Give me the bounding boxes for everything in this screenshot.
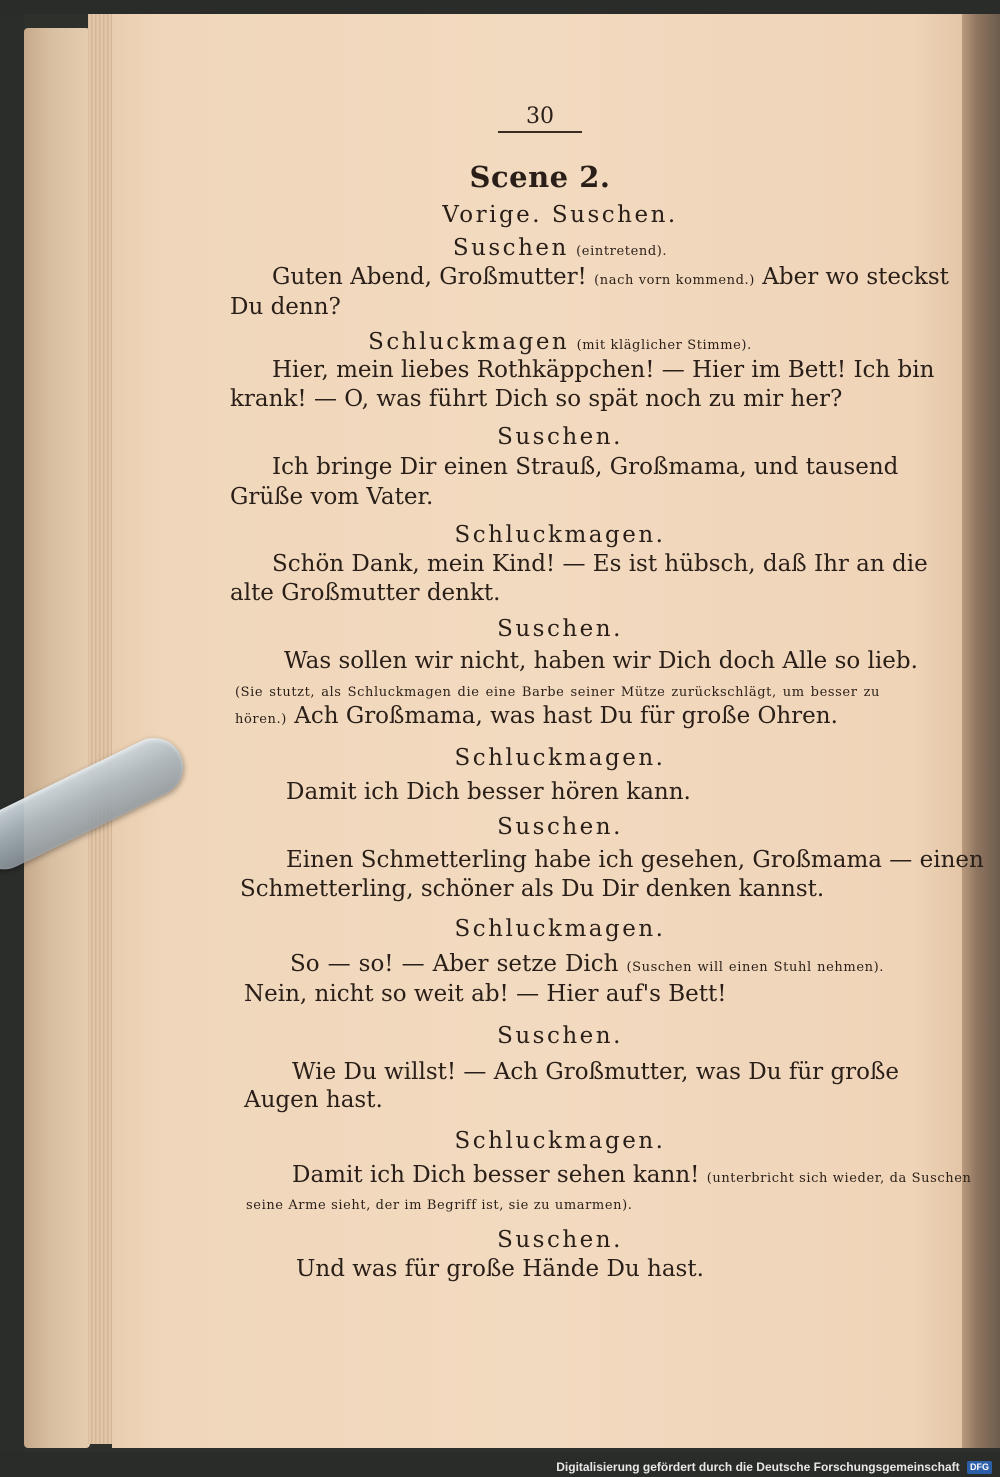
dialogue-line — [272, 262, 949, 296]
dialogue-text: Nein, nicht so weit ab! — Hier auf's Bett! — [244, 981, 727, 1007]
dialogue-text: So — so! — Aber setze Dich — [290, 951, 619, 977]
dialogue-line — [286, 777, 946, 807]
digitization-credit — [0, 1458, 1000, 1477]
speaker-line — [230, 1021, 890, 1051]
dialogue-text: Du denn? — [230, 294, 341, 320]
dialogue-text: Hier, mein liebes Rothkäppchen! — Hier im Bett! Ich bin — [272, 357, 935, 383]
speaker-name: Suschen. — [497, 1227, 623, 1253]
speaker-line — [230, 1225, 890, 1255]
speaker-name: Schluckmagen. — [454, 916, 666, 942]
speaker-line — [230, 743, 890, 773]
stage-direction: (unterbricht sich wieder, da Suschen — [706, 1171, 972, 1186]
dialogue-text: Ach Großmama, was hast Du für große Ohren. — [294, 703, 838, 729]
dialogue-line — [272, 549, 928, 579]
speaker-name: Schluckmagen. — [454, 522, 666, 548]
speaker-line — [230, 422, 890, 452]
dialogue-text: Damit ich Dich besser hören kann. — [286, 779, 691, 805]
dialogue-text: Grüße vom Vater. — [230, 484, 434, 510]
page-number-rule — [498, 131, 582, 133]
dialogue-line — [292, 1057, 899, 1087]
dialogue-text: Guten Abend, Großmutter! — [272, 264, 587, 290]
dialogue-text: Wie Du willst! — Ach Großmutter, was Du für große — [292, 1059, 899, 1085]
cast-line — [230, 200, 890, 230]
stage-direction: (Sie stutzt, als Schluckmagen die eine Barbe seiner Mütze zurückschlägt, um besser zu — [235, 685, 880, 700]
dialogue-text: Schmetterling, schöner als Du Dir denken kannst. — [240, 876, 825, 902]
credit-text: Digitalisierung gefördert durch die Deutsche Forschungsgemeinschaft — [556, 1460, 960, 1474]
stage-direction: seine Arme sieht, der im Begriff ist, sie zu umarmen). — [246, 1198, 633, 1213]
dialogue-line — [272, 452, 899, 482]
dialogue-text: Einen Schmetterling habe ich gesehen, Großmama — einen — [286, 847, 984, 873]
dialogue-text: krank! — O, was führt Dich so spät noch zu mir her? — [230, 386, 843, 412]
dialogue-text: Augen hast. — [244, 1087, 383, 1113]
dialogue-line — [272, 355, 935, 385]
dialogue-text: Schön Dank, mein Kind! — Es ist hübsch, daß Ihr an die — [272, 551, 928, 577]
stage-direction: (nach vorn kommend.) — [594, 273, 755, 288]
speaker-line — [230, 614, 890, 644]
speaker-name: Suschen — [452, 235, 569, 261]
dialogue-line — [244, 1085, 904, 1115]
page-number: 30 — [526, 104, 554, 129]
speaker-line — [230, 1126, 890, 1156]
speaker-line — [230, 812, 890, 842]
speaker-name: Schluckmagen — [368, 329, 570, 355]
speaker-line — [230, 914, 890, 944]
dialogue-text: Und was für große Hände Du hast. — [296, 1256, 704, 1282]
dfg-logo-icon: DFG — [967, 1461, 992, 1474]
speaker-name: Suschen. — [497, 814, 623, 840]
dialogue-line — [286, 845, 984, 875]
dialogue-line — [235, 701, 895, 735]
speaker-name: Schluckmagen. — [454, 1128, 666, 1154]
speaker-name: Suschen. — [497, 616, 623, 642]
dialogue-line — [240, 874, 900, 904]
speaker-line — [230, 520, 890, 550]
dialogue-text: alte Großmutter denkt. — [230, 580, 501, 606]
stage-direction: hören.) — [235, 712, 287, 727]
stage-direction: (mit kläglicher Stimme). — [576, 338, 752, 353]
speaker-name: Suschen. — [497, 1023, 623, 1049]
dialogue-line — [244, 979, 904, 1009]
cast-text: Vorige. Suschen. — [442, 202, 678, 228]
dialogue-line — [230, 384, 890, 414]
scene-heading: Scene 2. — [469, 160, 611, 194]
dialogue-line — [230, 482, 890, 512]
dialogue-line — [230, 578, 890, 608]
stage-direction: (eintretend). — [576, 244, 668, 259]
dialogue-line — [230, 292, 890, 322]
stage-direction: (Suschen will einen Stuhl nehmen). — [626, 960, 884, 975]
dialogue-text: Aber wo steckst — [762, 264, 949, 290]
dialogue-line — [290, 949, 884, 983]
dialogue-text: Was sollen wir nicht, haben wir Dich doch Alle so lieb. — [284, 648, 918, 674]
dialogue-text: Damit ich Dich besser sehen kann! — [292, 1162, 700, 1188]
dialogue-line — [296, 1254, 956, 1284]
stage-line — [246, 1187, 906, 1221]
speaker-name: Schluckmagen. — [454, 745, 666, 771]
dialogue-text: Ich bringe Dir einen Strauß, Großmama, und tausend — [272, 454, 899, 480]
dialogue-line — [284, 646, 918, 676]
speaker-name: Suschen. — [497, 424, 623, 450]
